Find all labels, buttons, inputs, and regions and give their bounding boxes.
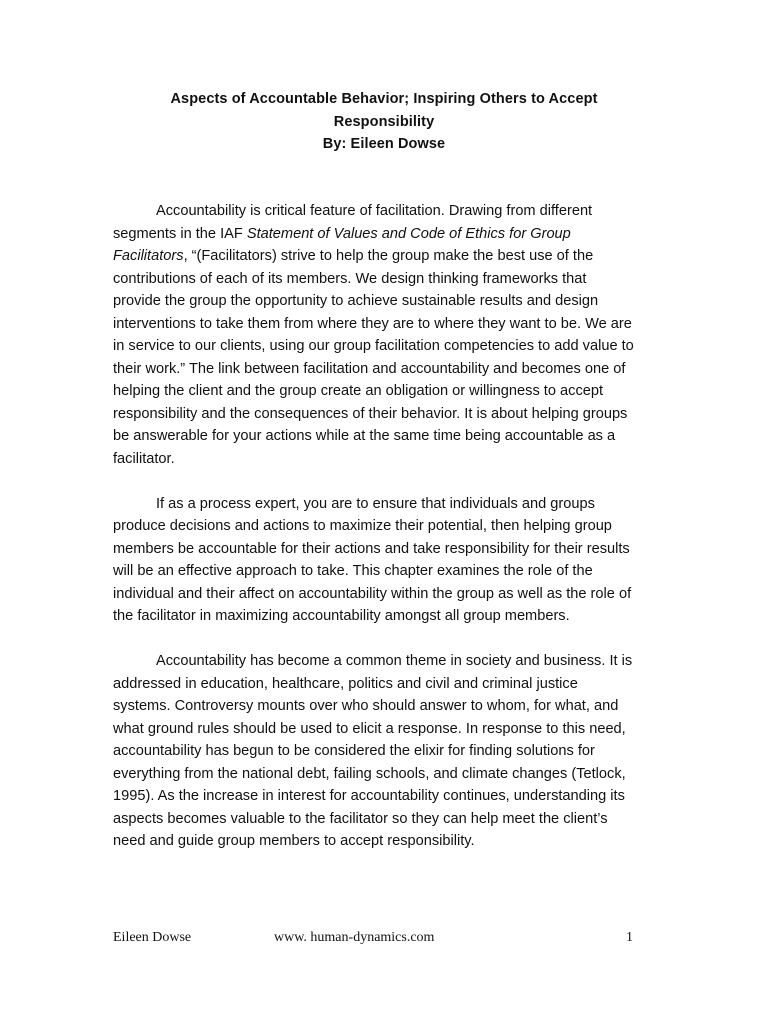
text-line: produce decisions and actions to maximize their potential, then helping group (113, 518, 612, 534)
text-line: interventions to take them from where they are to where they want to be. We are (113, 315, 632, 332)
title-line-1: Aspects of Accountable Behavior; Inspiring Others to Accept (170, 91, 598, 107)
text-line: will be an effective approach to take. This chapter examines the role of the (113, 563, 593, 579)
page-footer (113, 930, 633, 950)
byline: By: Eileen Dowse (322, 136, 446, 152)
text-line: be answerable for your actions while at the same time being accountable as a (113, 428, 616, 444)
footer-author: Eileen Dowse (113, 930, 192, 945)
text-line: in service to our clients, using our group facilitation competencies to add value to (113, 338, 634, 354)
text-line: Accountability has become a common theme in society and business. It is (156, 653, 633, 669)
text-span: , “(Facilitators) strive to help the group make the best use of the (183, 248, 594, 264)
text-line: contributions of each of its members. We design thinking frameworks that (113, 270, 587, 287)
text-line: their work.” The link between facilitation and accountability and becomes one of (113, 360, 626, 377)
text-line: 1995). As the increase in interest for accountability continues, understanding its (113, 788, 625, 804)
footer-website: www. human-dynamics.com (274, 930, 435, 945)
title-line-2: Responsibility (333, 113, 435, 130)
document-title (0, 88, 768, 156)
paragraph-1 (113, 200, 653, 470)
text-line (113, 223, 653, 246)
text-line: individual and their affect on accountability within the group as well as the role of (113, 585, 632, 602)
text-line: facilitator. (113, 450, 175, 467)
paragraph-2 (113, 493, 653, 628)
text-line: what ground rules should be used to elicit a response. In response to this need, (113, 720, 626, 737)
text-line: Accountability is critical feature of facilitation. Drawing from different (156, 203, 593, 219)
text-line: everything from the national debt, failing schools, and climate changes (Tetlock, (113, 765, 626, 782)
text-line: systems. Controversy mounts over who should answer to whom, for what, and (113, 698, 619, 714)
italic-title: Statement of Values and Code of Ethics for Group (246, 225, 571, 242)
text-line: members be accountable for their actions and take responsibility for their results (113, 540, 630, 557)
text-line: the facilitator in maximizing accountability amongst all group members. (113, 608, 570, 624)
page-number: 1 (626, 930, 633, 945)
text-line: If as a process expert, you are to ensure that individuals and groups (156, 495, 595, 512)
text-line: provide the group the opportunity to achieve sustainable results and design (113, 293, 599, 309)
text-line: need and guide group members to accept responsibility. (113, 833, 475, 849)
text-line: addressed in education, healthcare, politics and civil and criminal justice (113, 675, 578, 692)
text-line: helping the client and the group create an obligation or willingness to accept (113, 383, 604, 399)
paragraph-3 (113, 650, 653, 853)
italic-title-cont: Facilitators (113, 248, 184, 264)
text-span: segments in the IAF (113, 225, 247, 242)
text-line (113, 245, 653, 268)
text-line: accountability has begun to be considered the elixir for finding solutions for (113, 743, 595, 759)
text-line: aspects becomes valuable to the facilitator so they can help meet the client’s (113, 810, 608, 827)
document-body (113, 200, 653, 875)
text-line: responsibility and the consequences of their behavior. It is about helping groups (113, 405, 628, 422)
